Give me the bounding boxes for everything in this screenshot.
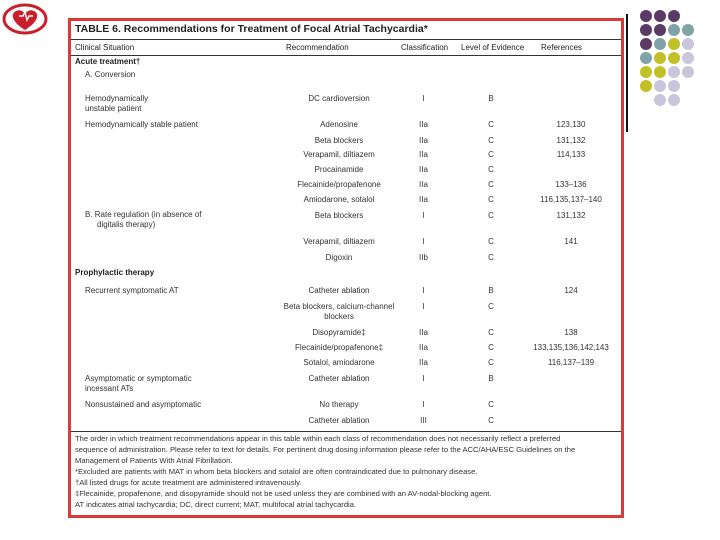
row-recommendation: Amiodarone, sotalol	[303, 195, 375, 204]
row-level: C	[488, 400, 494, 409]
row-level: C	[488, 328, 494, 337]
row-classification: IIa	[419, 195, 428, 204]
footnote: The order in which treatment recommendations appear in this table within each class of recommendation does not necessarily reflect a preferred	[75, 434, 561, 443]
row-recommendation: Verapamil, diltiazem	[303, 150, 375, 159]
row-references: 116,135,137–140	[540, 195, 602, 204]
header-classification: Classification	[401, 43, 449, 52]
row-recommendation: No therapy	[319, 400, 359, 409]
row-level: C	[488, 237, 494, 246]
decorative-dot	[668, 24, 680, 36]
row-level: C	[488, 416, 494, 425]
decorative-dot	[640, 52, 652, 64]
row-classification: IIa	[419, 358, 428, 367]
row-recommendation: Catheter ablation	[308, 374, 370, 383]
row-recommendation: Verapamil, diltiazem	[303, 237, 375, 246]
row-recommendation-line2: blockers	[324, 312, 354, 321]
row-references: 131,132	[556, 136, 586, 145]
decorative-dot	[668, 94, 680, 106]
row-situation-line2: unstable patient	[85, 104, 142, 113]
decorative-dot	[654, 24, 666, 36]
row-recommendation: Procainamide	[314, 165, 364, 174]
decorative-dot	[654, 52, 666, 64]
row-level: C	[488, 358, 494, 367]
row-situation: Hemodynamically stable patient	[85, 120, 198, 129]
decorative-dot	[640, 66, 652, 78]
row-recommendation: Disopyramide‡	[312, 328, 366, 337]
decorative-dot	[682, 24, 694, 36]
row-level: C	[488, 180, 494, 189]
footnote: AT indicates atrial tachycardia; DC, direct current; MAT, multifocal atrial tachycardia.	[75, 500, 357, 509]
row-recommendation: Beta blockers	[314, 136, 364, 145]
row-level: C	[488, 120, 494, 129]
row-classification: IIa	[419, 165, 428, 174]
row-classification: IIb	[419, 253, 428, 262]
decorative-dot	[682, 66, 694, 78]
row-references: 133–136	[555, 180, 587, 189]
subhead-conversion: A. Conversion	[85, 70, 136, 79]
row-references: 138	[564, 328, 578, 337]
decorative-dot	[640, 24, 652, 36]
row-recommendation: Catheter ablation	[308, 416, 370, 425]
decorative-dot	[654, 66, 666, 78]
section-acute-treatment: Acute treatment†	[75, 57, 141, 66]
footnote: Management of Patients With Atrial Fibrillation.	[75, 456, 233, 465]
decorative-dot	[682, 52, 694, 64]
row-situation-line2: incessant ATs	[85, 384, 134, 393]
decorative-dot	[654, 94, 666, 106]
row-classification: III	[420, 416, 427, 425]
row-references: 141	[564, 237, 578, 246]
row-situation: Asymptomatic or symptomatic	[85, 374, 192, 383]
row-references: 124	[564, 286, 578, 295]
row-level: C	[488, 302, 494, 311]
footnote: sequence of administration. Please refer to text for details. For pertinent drug dosing information please refer to the ACC/AHA/ESC Guidelines on the	[75, 445, 576, 454]
row-recommendation: Catheter ablation	[308, 286, 370, 295]
row-references: 131,132	[556, 211, 586, 220]
rule	[71, 39, 621, 40]
decorative-dot	[640, 38, 652, 50]
row-level: C	[488, 136, 494, 145]
rule	[71, 55, 621, 56]
row-classification: I	[422, 94, 425, 103]
rule	[71, 431, 621, 432]
footnote: *Excluded are patients with MAT in whom beta blockers and sotalol are often contraindicated due to pulmonary disease.	[75, 467, 478, 476]
row-classification: I	[422, 286, 425, 295]
decorative-dot	[654, 38, 666, 50]
header-references: References	[541, 43, 582, 52]
row-recommendation: Sotalol, amiodarone	[303, 358, 375, 367]
row-level: C	[488, 343, 494, 352]
decorative-dot	[654, 80, 666, 92]
decorative-dot	[640, 80, 652, 92]
row-level: C	[488, 253, 494, 262]
footnote: ‡Flecainide, propafenone, and disopyramide should not be used unless they are combined with an AV-nodal-blocking agent.	[75, 489, 492, 498]
row-classification: IIa	[419, 328, 428, 337]
row-recommendation: Digoxin	[325, 253, 353, 262]
row-classification: I	[422, 211, 425, 220]
row-classification: IIa	[419, 180, 428, 189]
row-recommendation: Flecainide/propafenone‡	[294, 343, 384, 352]
row-classification: I	[422, 237, 425, 246]
decorative-divider	[626, 14, 628, 132]
header-recommendation: Recommendation	[286, 43, 349, 52]
row-recommendation: Adenosine	[320, 120, 358, 129]
row-classification: IIa	[419, 136, 428, 145]
row-situation: Nonsustained and asymptomatic	[85, 400, 202, 409]
row-level: C	[488, 150, 494, 159]
header-level-of-evidence: Level of Evidence	[461, 43, 525, 52]
decorative-dot	[668, 10, 680, 22]
row-references: 114,133	[556, 150, 586, 159]
row-situation: Hemodynamically	[85, 94, 149, 103]
header-clinical-situation: Clinical Situation	[75, 43, 135, 52]
row-classification: I	[422, 302, 425, 311]
subhead-rate-regulation-2: digitalis therapy)	[97, 220, 156, 229]
row-classification: I	[422, 400, 425, 409]
decorative-dot	[668, 80, 680, 92]
decorative-dot	[682, 38, 694, 50]
decorative-dot	[668, 66, 680, 78]
decorative-dot	[654, 10, 666, 22]
row-references: 116,137–139	[547, 358, 595, 367]
decorative-dot	[668, 52, 680, 64]
row-level: C	[488, 211, 494, 220]
table-title: TABLE 6. Recommendations for Treatment of Focal Atrial Tachycardia*	[75, 23, 428, 35]
row-recommendation: Beta blockers	[314, 211, 364, 220]
row-references: 133,135,136,142,143	[533, 343, 609, 352]
row-recommendation: Beta blockers, calcium-channel	[283, 302, 395, 311]
row-level: B	[488, 374, 494, 383]
row-references: 123,130	[556, 120, 586, 129]
row-classification: IIa	[419, 343, 428, 352]
row-classification: IIa	[419, 150, 428, 159]
row-recommendation: Flecainide/propafenone	[297, 180, 381, 189]
row-recommendation: DC cardioversion	[308, 94, 370, 103]
decorative-dot-grid	[640, 10, 720, 120]
row-situation: Recurrent symptomatic AT	[85, 286, 179, 295]
row-level: B	[488, 286, 494, 295]
subhead-rate-regulation: B. Rate regulation (in absence of	[85, 210, 202, 219]
row-level: B	[488, 94, 494, 103]
footnote: †All listed drugs for acute treatment are administered intravenously.	[75, 478, 302, 487]
decorative-dot	[668, 38, 680, 50]
row-classification: I	[422, 374, 425, 383]
row-level: C	[488, 195, 494, 204]
decorative-dot	[640, 10, 652, 22]
heart-logo-icon	[2, 2, 48, 36]
table-figure	[68, 18, 624, 518]
row-level: C	[488, 165, 494, 174]
row-classification: IIa	[419, 120, 428, 129]
section-prophylactic-therapy: Prophylactic therapy	[75, 268, 155, 277]
